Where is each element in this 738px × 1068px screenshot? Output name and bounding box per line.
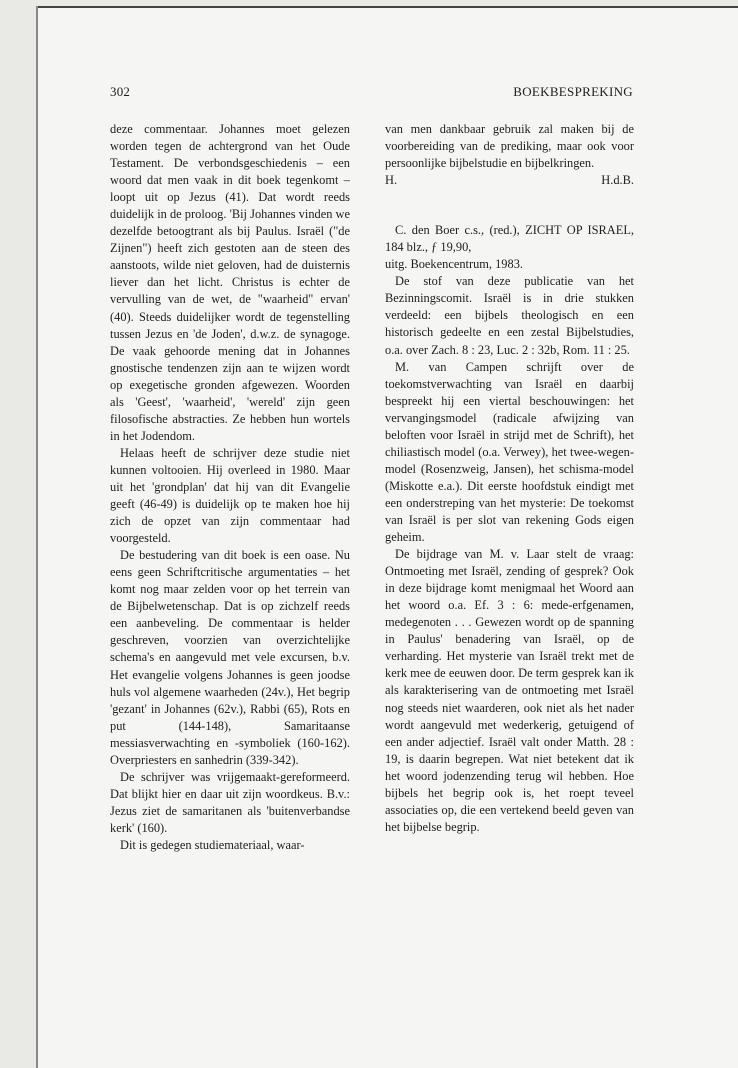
paragraph: De stof van deze publicatie van het Bezinningscomit. Israël is in drie stukken verdeeld: een bijbels theologisch en een historisch gedeelte en een zestal Bijbelstudies, o.a. over Zach. 8 : 23, Luc. 2 : 32b, Rom. 11 : 25. bbox=[385, 274, 634, 357]
book-reference: C. den Boer c.s., (red.), ZICHT OP ISRAEL, 184 blz., ƒ 19,90, bbox=[385, 223, 634, 255]
page-binding-edge bbox=[36, 6, 38, 1068]
paragraph: De schrijver was vrijgemaakt-gereformeerd. Dat blijkt hier en daar uit zijn woordkeus. B.v.: Jezus ziet de samaritanen als 'buitenverbandse kerk' (160). bbox=[110, 769, 350, 835]
signature-initial: H. bbox=[385, 173, 398, 188]
paragraph-continuation: van men dankbaar gebruik zal maken bij de voorbereiding van de prediking, maar ook voor persoonlijke bijbelstudie en bijbelkringen. bbox=[385, 122, 634, 171]
signature-author: H.d.B. bbox=[601, 173, 634, 188]
paragraph: Helaas heeft de schrijver deze studie niet kunnen voltooien. Hij overleed in 1980. Maar uit het 'grondplan' dat hij van dit Evangelie geeft (46-49) is duidelijk op te maken hoe hij zich de opzet van zijn commentaar had voorgesteld. bbox=[110, 445, 350, 546]
paragraph: De bijdrage van M. v. Laar stelt de vraag: Ontmoeting met Israël, zending of gesprek? Ook in deze bijdrage komt menigmaal het Woord aan het woord o.a. Ef. 3 : 6: mede-erfgenamen, medegenoten . . . Gewezen wordt op de spanning in Paulus' benadering van Israël, op de verharding. Het mysterie van Israël trekt met de kerk mee de eeuwen door. De term gesprek kan ik als karakterisering van de ontmoeting met Israël nog steeds niet waarderen, ook niet als het nader wordt aangevuld met wederkerig, getuigend of een ander adjectief. Israël valt onder Matth. 28 : 19, is daarin begrepen. Wat niet betekent dat ik het woord jodenzending terug wil hebben. Hoe bijbels het begrip ook is, het roept teveel associaties op, die een vertekend beeld geven van het bijbelse begrip. bbox=[385, 547, 634, 834]
paragraph: M. van Campen schrijft over de toekomstverwachting van Israël en daarbij bespreekt hij een viertal beschouwingen: het vervangingsmodel (radicale afwijzing van beloften voor Israël in strijd met de Schrift), het chiliastisch model (o.a. Verwey), het twee-wegen-model (Rosenzweig, Jansen), het schisma-model (Miskotte e.a.). Dit eerste hoofdstuk eindigt met een onderstreping van het mysterie: De toekomst van Israël is per slot van rekening Gods eigen geheim. bbox=[385, 359, 634, 545]
paragraph: deze commentaar. Johannes moet gelezen worden tegen de achtergrond van het Oude Testament. De verbondsgeschiedenis – een woord dat men vaak in dit boek tegenkomt – loopt uit op Jezus (41). Dat wordt reeds duidelijk in de proloog. 'Bij Johannes vinden we dezelfde betoogtrant als bij Paulus. Israël ("de Zijnen") heeft zich gestoten aan de steen des aanstoots, wilde niet geloven, had de duisternis liever dan het licht. Christus is echter de vervulling van de wet, de "waarheid" ervan' (40). Steeds duidelijker wordt de tegenstelling tussen Jezus en 'de Joden', d.w.z. de synagoge. De vaak gehoorde mening dat in Johannes gnostische tendenzen zijn aan te wijzen wordt op exegetische gronden afgewezen. Woorden als 'Geest', 'waarheid', 'wereld' zijn geen filosofische abstracties. Ze hebben hun wortels in het Jodendom. bbox=[110, 122, 350, 443]
book-publisher: uitg. Boekencentrum, 1983. bbox=[385, 257, 523, 272]
right-column bbox=[385, 121, 634, 836]
page-number: 302 bbox=[110, 84, 131, 99]
section-gap bbox=[385, 189, 634, 222]
running-title: BOEKBESPREKING bbox=[513, 84, 633, 99]
review-signature bbox=[385, 172, 634, 189]
page-top-edge bbox=[38, 6, 738, 8]
paragraph: De bestudering van dit boek is een oase. Nu eens geen Schriftcritische argumentaties – het komt nog maar zelden voor op het terrein van de Bijbelwetenschap. Dat is op zichzelf reeds een aanbeveling. De commentaar is helder geschreven, voorzien van overzichtelijke schema's en aangevuld met vele excursen, b.v. Het evangelie volgens Johannes is geen joodse huls vol algemene waarheden (24v.), Het begrip 'gezant' in Johannes (62v.), Rabbi (65), Rots en put (144-148), Samaritaanse messiasverwachting en -symboliek (160-162). Overpriesters en sanhedrin (339-342). bbox=[110, 548, 350, 767]
left-column bbox=[110, 121, 350, 854]
paragraph: Dit is gedegen studiemateriaal, waar- bbox=[120, 837, 305, 852]
